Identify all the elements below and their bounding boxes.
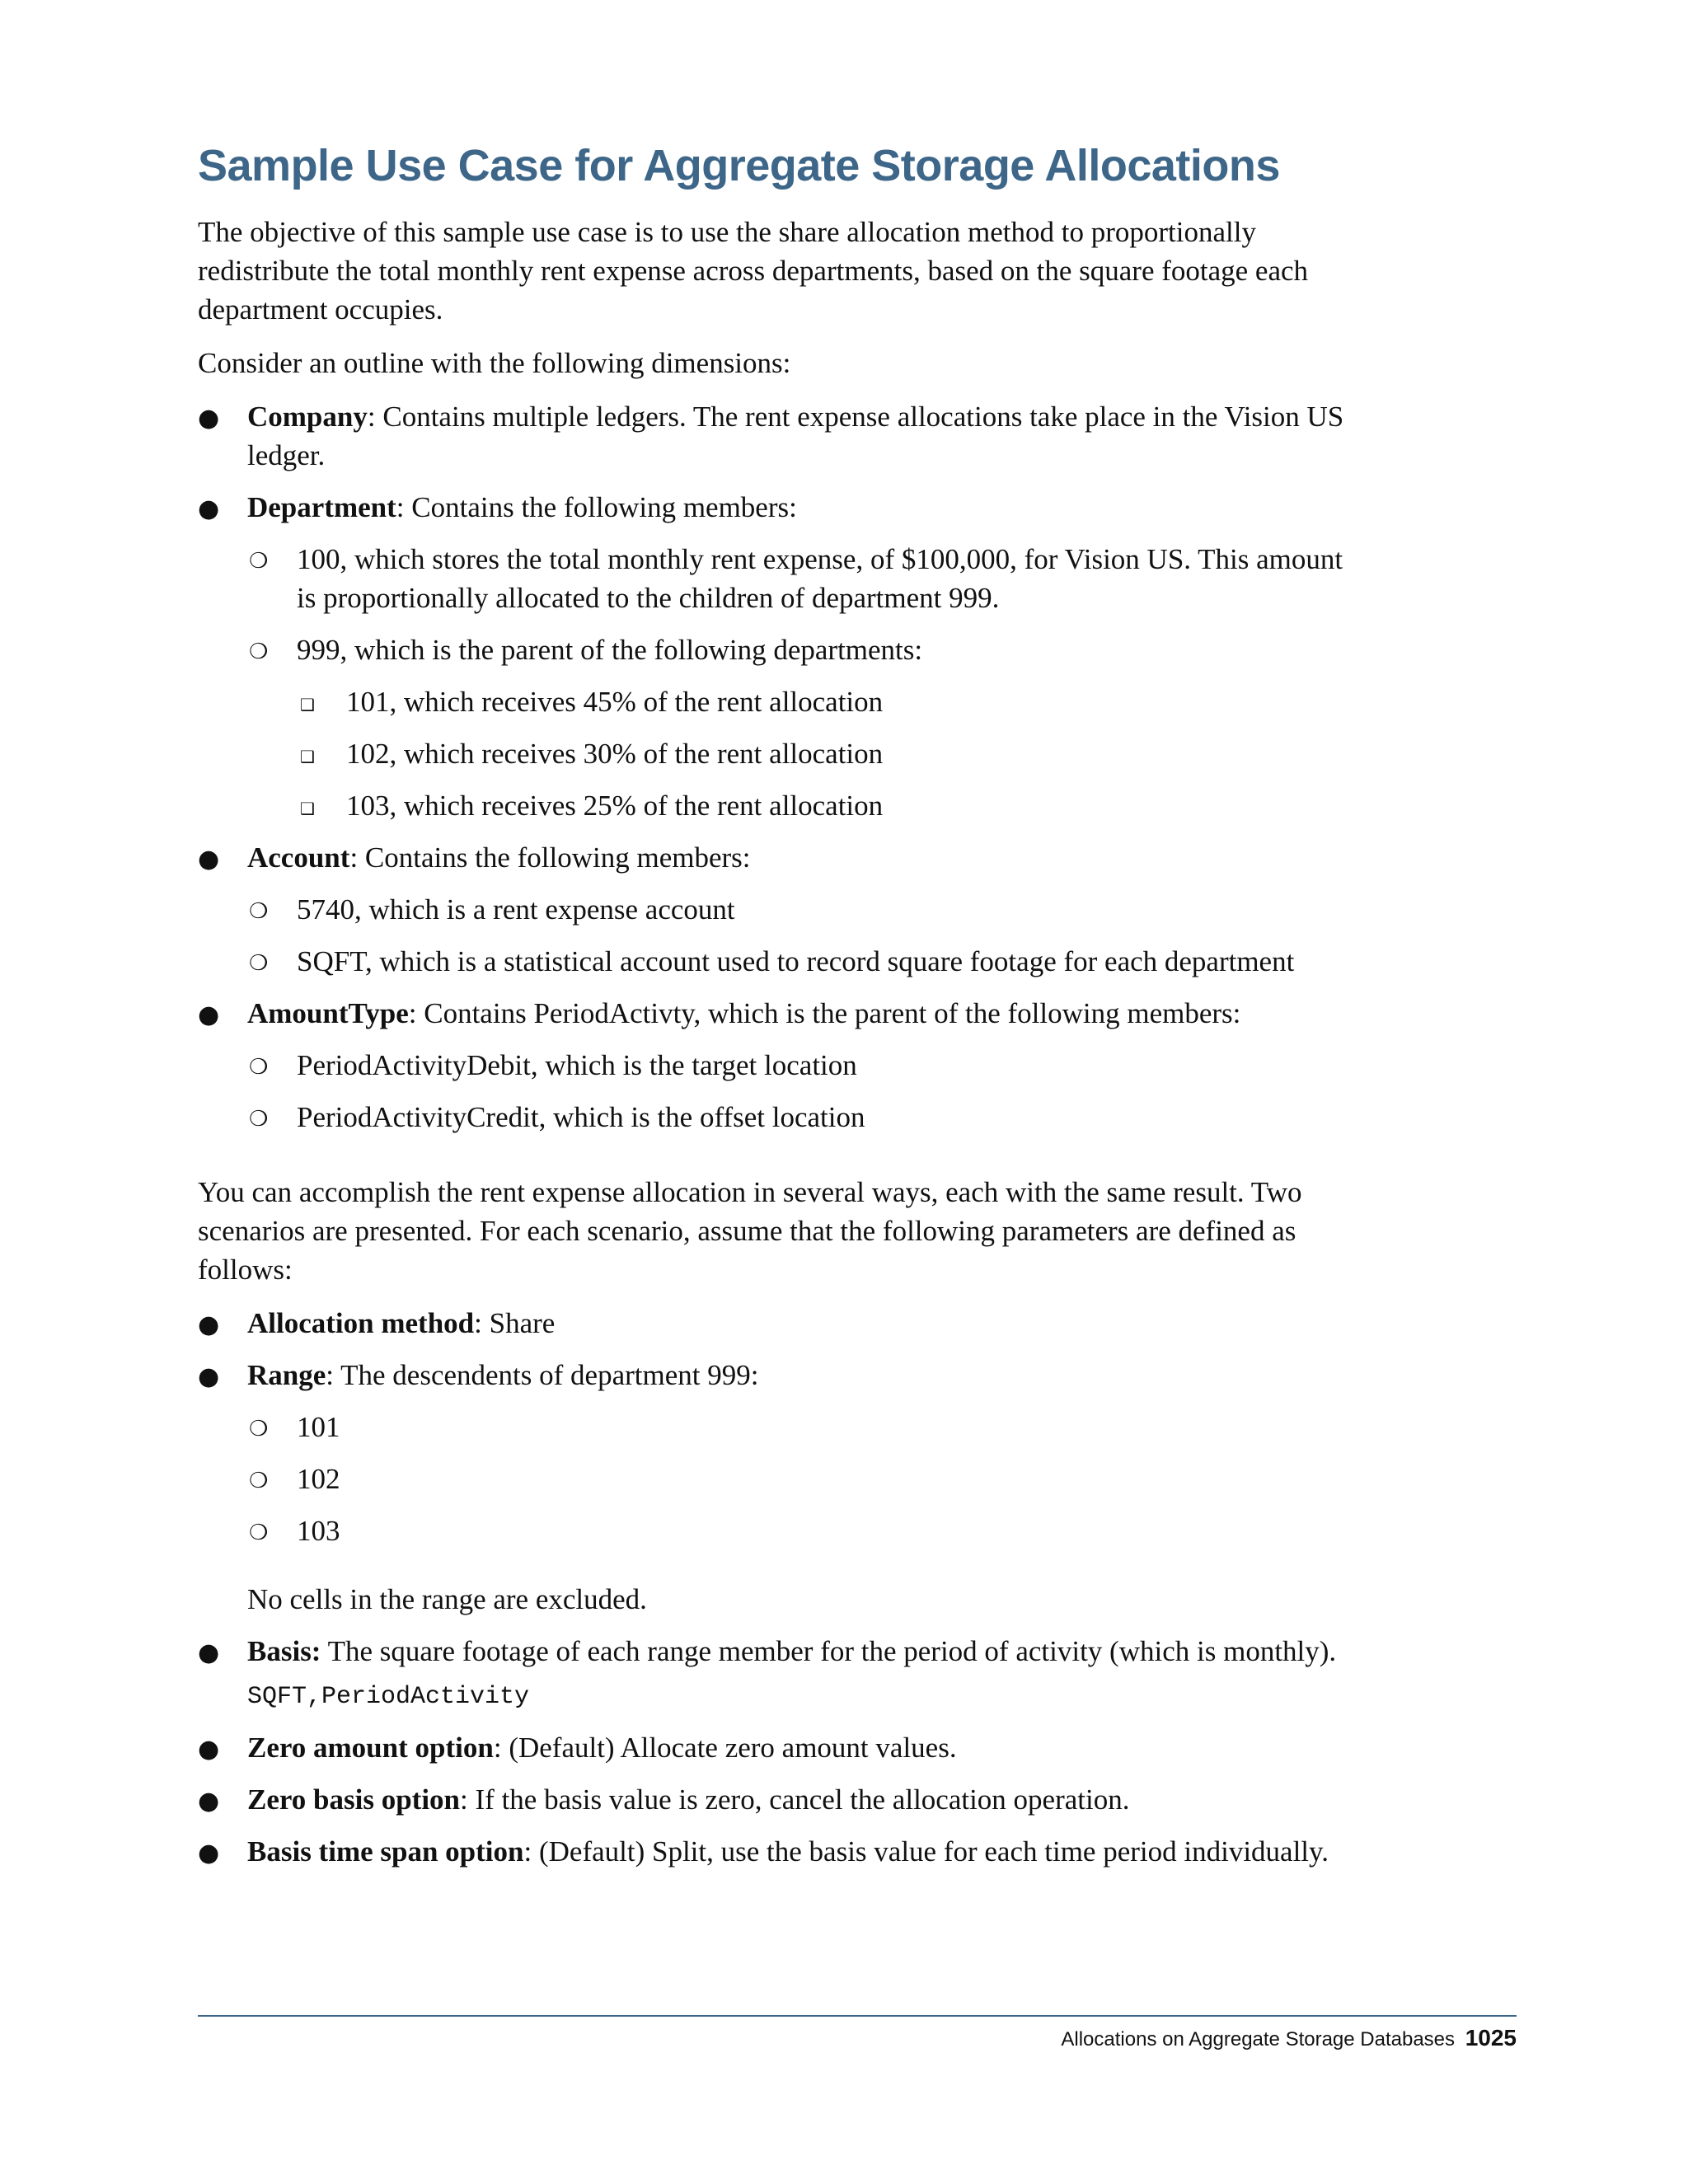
description: PeriodActivityDebit, which is the target location	[297, 1049, 857, 1082]
description: 103	[297, 1515, 340, 1548]
bullet-icon: ●	[198, 1362, 220, 1392]
page-footer	[1061, 2026, 1517, 2052]
bullet-icon: ●	[198, 494, 220, 524]
outline-intro: Consider an outline with the following dimensions:	[198, 347, 791, 380]
footer-divider	[198, 2015, 1517, 2017]
term: Basis time span option	[247, 1835, 524, 1868]
description: PeriodActivityCredit, which is the offset location	[297, 1101, 865, 1134]
circle-bullet-icon: ❍	[249, 1107, 269, 1132]
description: 101, which receives 45% of the rent allocation	[346, 686, 884, 719]
term: Zero basis option	[247, 1783, 461, 1816]
list-item	[247, 1098, 1368, 1137]
list-item	[198, 1780, 1368, 1819]
term: Company	[247, 401, 368, 434]
bullet-icon: ●	[198, 1310, 220, 1340]
page-number: 1025	[1465, 2025, 1517, 2050]
footer-title: Allocations on Aggregate Storage Databases	[1061, 2028, 1456, 2050]
list-item	[198, 488, 1368, 825]
description: : (Default) Allocate zero amount values.	[493, 1732, 957, 1765]
square-bullet-icon: ❑	[300, 747, 315, 767]
list-item	[247, 540, 1368, 617]
list-item	[247, 630, 1368, 825]
bullet-icon: ●	[198, 845, 220, 874]
list-item	[198, 1728, 1368, 1767]
department-members-list	[247, 540, 1368, 825]
description: 103, which receives 25% of the rent allocation	[346, 790, 884, 823]
description: 5740, which is a rent expense account	[297, 893, 735, 926]
circle-bullet-icon: ❍	[249, 1469, 269, 1494]
page-title: Sample Use Case for Aggregate Storage Allocations	[198, 141, 1280, 190]
term: Range	[247, 1359, 326, 1392]
intro-paragraph: The objective of this sample use case is to use the share allocation method to proportionally redistribute the total monthly rent expense across departments, based on the square footage each department occupies.	[198, 216, 1309, 326]
circle-bullet-icon: ❍	[249, 640, 269, 665]
dimensions-list	[198, 397, 1368, 1137]
term: Account	[247, 841, 350, 874]
bullet-icon: ●	[198, 1735, 220, 1765]
description: : Share	[474, 1307, 556, 1340]
circle-bullet-icon: ❍	[249, 1055, 269, 1080]
bullet-icon: ●	[198, 1001, 220, 1030]
term: Zero amount option	[247, 1732, 494, 1765]
term: AmountType	[247, 997, 409, 1030]
list-item	[198, 838, 1368, 981]
list-item	[297, 734, 1368, 773]
list-item	[297, 786, 1368, 825]
code-sample: SQFT,PeriodActivity	[247, 1683, 530, 1712]
description: 101	[297, 1411, 340, 1444]
amounttype-members-list	[247, 1046, 1368, 1137]
circle-bullet-icon: ❍	[249, 1417, 269, 1442]
list-item	[297, 682, 1368, 721]
bullet-icon: ●	[198, 1638, 220, 1668]
list-item	[198, 1832, 1368, 1871]
list-item	[198, 397, 1368, 475]
scenarios-paragraph: You can accomplish the rent expense allocation in several ways, each with the same result. Two scenarios are presented. For each scenario, assume that the following parameters are defined as follows:	[198, 1176, 1302, 1286]
description: : If the basis value is zero, cancel the allocation operation.	[460, 1783, 1130, 1816]
range-note: No cells in the range are excluded.	[247, 1583, 647, 1616]
description: : Contains the following members:	[396, 491, 797, 524]
description: : (Default) Split, use the basis value for each time period individually.	[523, 1835, 1329, 1868]
department-children-list	[297, 682, 1368, 825]
list-item	[247, 1511, 1368, 1550]
bullet-icon: ●	[198, 1839, 220, 1868]
description: The square footage of each range member for the period of activity (which is monthly).	[321, 1635, 1337, 1668]
list-item	[247, 1460, 1368, 1498]
list-item	[247, 890, 1368, 929]
bullet-icon: ●	[198, 404, 220, 434]
description: : Contains PeriodActivty, which is the parent of the following members:	[408, 997, 1241, 1030]
account-members-list	[247, 890, 1368, 981]
bullet-icon: ●	[198, 1787, 220, 1816]
description: 102, which receives 30% of the rent allocation	[346, 738, 884, 771]
description: : Contains the following members:	[349, 841, 751, 874]
description: : The descendents of department 999:	[326, 1359, 759, 1392]
circle-bullet-icon: ❍	[249, 1521, 269, 1546]
description: 999, which is the parent of the following departments:	[297, 634, 923, 667]
circle-bullet-icon: ❍	[249, 951, 269, 977]
description: : Contains multiple ledgers. The rent expense allocations take place in the Vision US ledger.	[247, 401, 1344, 472]
list-item	[198, 1356, 1368, 1619]
list-item	[198, 1304, 1368, 1343]
list-item	[247, 1046, 1368, 1085]
term: Department	[247, 491, 396, 524]
term: Allocation method	[247, 1307, 475, 1340]
list-item	[198, 994, 1368, 1137]
description: 100, which stores the total monthly rent expense, of $100,000, for Vision US. This amount is proportionally allocated to the children of department 999.	[297, 543, 1343, 615]
circle-bullet-icon: ❍	[249, 549, 269, 574]
document-page	[198, 140, 1368, 1884]
description: SQFT, which is a statistical account used to record square footage for each department	[297, 945, 1295, 978]
square-bullet-icon: ❑	[300, 799, 315, 819]
circle-bullet-icon: ❍	[249, 899, 269, 925]
parameters-list	[198, 1304, 1368, 1871]
list-item	[198, 1632, 1368, 1715]
term: Basis:	[247, 1635, 321, 1668]
description: 102	[297, 1463, 340, 1496]
list-item	[247, 1408, 1368, 1446]
range-members-list	[247, 1408, 1368, 1550]
square-bullet-icon: ❑	[300, 695, 315, 715]
list-item	[247, 942, 1368, 981]
